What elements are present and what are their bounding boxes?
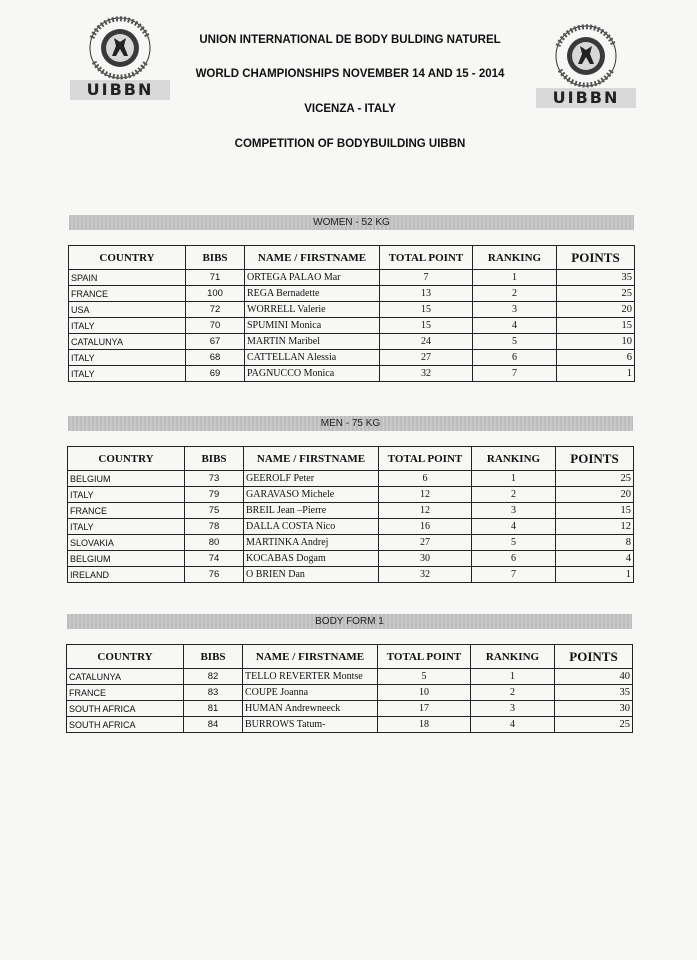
- country-cell: FRANCE: [69, 286, 186, 302]
- col-header-bibs: BIBS: [184, 645, 243, 669]
- table-row: [68, 535, 634, 551]
- table-row: [69, 302, 635, 318]
- table-row: [68, 471, 634, 487]
- ranking-cell: 2: [472, 487, 556, 503]
- points-cell: 25: [557, 286, 635, 302]
- col-header-ranking: RANKING: [472, 447, 556, 471]
- table-row: [68, 567, 634, 583]
- total-point-cell: 5: [378, 669, 471, 685]
- points-cell: 35: [557, 270, 635, 286]
- name-cell: TELLO REVERTER Montse: [243, 669, 378, 685]
- col-header-country: COUNTRY: [67, 645, 184, 669]
- country-cell: ITALY: [68, 487, 185, 503]
- col-header-points: POINTS: [555, 645, 633, 669]
- competition-title: COMPETITION OF BODYBUILDING UIBBN: [234, 138, 466, 150]
- country-cell: CATALUNYA: [69, 334, 186, 350]
- name-cell: WORRELL Valerie: [245, 302, 380, 318]
- table-row: [67, 669, 633, 685]
- points-cell: 1: [557, 366, 635, 382]
- points-cell: 20: [557, 302, 635, 318]
- col-header-country: COUNTRY: [69, 246, 186, 270]
- name-cell: SPUMINI Monica: [245, 318, 380, 334]
- points-cell: 15: [556, 503, 634, 519]
- total-point-cell: 12: [379, 503, 472, 519]
- bib-cell: 76: [185, 567, 244, 583]
- total-point-cell: 18: [378, 717, 471, 733]
- table-row: [69, 350, 635, 366]
- table-row: [67, 701, 633, 717]
- total-point-cell: 6: [379, 471, 472, 487]
- name-cell: HUMAN Andrewneeck: [243, 701, 378, 717]
- bib-cell: 72: [186, 302, 245, 318]
- table-row: [68, 551, 634, 567]
- points-cell: 12: [556, 519, 634, 535]
- uibbn-logo-left: [70, 14, 170, 104]
- col-header-total: TOTAL POINT: [380, 246, 473, 270]
- points-cell: 20: [556, 487, 634, 503]
- ranking-cell: 7: [473, 366, 557, 382]
- total-point-cell: 27: [379, 535, 472, 551]
- total-point-cell: 12: [379, 487, 472, 503]
- table-row: [68, 503, 634, 519]
- section-band-women-52kg: WOMEN - 52 KG: [69, 215, 634, 230]
- points-cell: 4: [556, 551, 634, 567]
- country-cell: ITALY: [68, 519, 185, 535]
- ranking-cell: 7: [472, 567, 556, 583]
- name-cell: MARTIN Maribel: [245, 334, 380, 350]
- table-row: [69, 286, 635, 302]
- bib-cell: 78: [185, 519, 244, 535]
- name-cell: KOCABAS Dogam: [244, 551, 379, 567]
- points-cell: 30: [555, 701, 633, 717]
- country-cell: CATALUNYA: [67, 669, 184, 685]
- points-cell: 35: [555, 685, 633, 701]
- bib-cell: 81: [184, 701, 243, 717]
- name-cell: CATTELLAN Alessia: [245, 350, 380, 366]
- bib-cell: 79: [185, 487, 244, 503]
- bib-cell: 83: [184, 685, 243, 701]
- table-row: [69, 334, 635, 350]
- ranking-cell: 5: [472, 535, 556, 551]
- organization-title: UNION INTERNATIONAL DE BODY BULDING NATUREL: [199, 34, 501, 46]
- col-header-name: NAME / FIRSTNAME: [245, 246, 380, 270]
- total-point-cell: 32: [380, 366, 473, 382]
- total-point-cell: 13: [380, 286, 473, 302]
- uibbn-emblem: [536, 22, 636, 88]
- logo-wordmark: UIBBN: [536, 88, 636, 108]
- bib-cell: 69: [186, 366, 245, 382]
- name-cell: BREIL Jean –Pierre: [244, 503, 379, 519]
- total-point-cell: 32: [379, 567, 472, 583]
- col-header-ranking: RANKING: [471, 645, 555, 669]
- bib-cell: 82: [184, 669, 243, 685]
- results-table-men-75kg: [67, 446, 634, 583]
- table-row: [69, 270, 635, 286]
- col-header-total: TOTAL POINT: [379, 447, 472, 471]
- table-row: [68, 519, 634, 535]
- bib-cell: 67: [186, 334, 245, 350]
- results-table-body-form-1: [66, 644, 633, 733]
- table-row: [69, 318, 635, 334]
- country-cell: FRANCE: [67, 685, 184, 701]
- ranking-cell: 3: [472, 503, 556, 519]
- country-cell: USA: [69, 302, 186, 318]
- col-header-total: TOTAL POINT: [378, 645, 471, 669]
- total-point-cell: 17: [378, 701, 471, 717]
- bib-cell: 68: [186, 350, 245, 366]
- country-cell: ITALY: [69, 350, 186, 366]
- total-point-cell: 15: [380, 302, 473, 318]
- col-header-name: NAME / FIRSTNAME: [244, 447, 379, 471]
- section-band-men-75kg: MEN - 75 KG: [68, 416, 633, 431]
- points-cell: 25: [555, 717, 633, 733]
- ranking-cell: 6: [473, 350, 557, 366]
- ranking-cell: 3: [473, 302, 557, 318]
- event-title: WORLD CHAMPIONSHIPS NOVEMBER 14 AND 15 - 2014: [195, 68, 505, 80]
- name-cell: GARAVASO Michele: [244, 487, 379, 503]
- country-cell: ITALY: [69, 318, 186, 334]
- country-cell: IRELAND: [68, 567, 185, 583]
- col-header-bibs: BIBS: [186, 246, 245, 270]
- bib-cell: 70: [186, 318, 245, 334]
- ranking-cell: 4: [473, 318, 557, 334]
- points-cell: 10: [557, 334, 635, 350]
- ranking-cell: 1: [471, 669, 555, 685]
- col-header-name: NAME / FIRSTNAME: [243, 645, 378, 669]
- name-cell: ORTEGA PALAO Mar: [245, 270, 380, 286]
- col-header-country: COUNTRY: [68, 447, 185, 471]
- bib-cell: 71: [186, 270, 245, 286]
- bib-cell: 84: [184, 717, 243, 733]
- name-cell: COUPE Joanna: [243, 685, 378, 701]
- country-cell: SLOVAKIA: [68, 535, 185, 551]
- name-cell: GEEROLF Peter: [244, 471, 379, 487]
- logo-wordmark: UIBBN: [70, 80, 170, 100]
- name-cell: REGA Bernadette: [245, 286, 380, 302]
- bib-cell: 74: [185, 551, 244, 567]
- country-cell: BELGIUM: [68, 551, 185, 567]
- country-cell: SOUTH AFRICA: [67, 701, 184, 717]
- event-location: VICENZA - ITALY: [304, 103, 396, 115]
- ranking-cell: 4: [472, 519, 556, 535]
- table-row: [69, 366, 635, 382]
- country-cell: BELGIUM: [68, 471, 185, 487]
- name-cell: MARTINKA Andrej: [244, 535, 379, 551]
- name-cell: BURROWS Tatum-: [243, 717, 378, 733]
- total-point-cell: 10: [378, 685, 471, 701]
- country-cell: SPAIN: [69, 270, 186, 286]
- table-row: [67, 717, 633, 733]
- ranking-cell: 2: [471, 685, 555, 701]
- name-cell: PAGNUCCO Monica: [245, 366, 380, 382]
- points-cell: 25: [556, 471, 634, 487]
- results-table-women-52kg: [68, 245, 635, 382]
- col-header-bibs: BIBS: [185, 447, 244, 471]
- ranking-cell: 5: [473, 334, 557, 350]
- total-point-cell: 27: [380, 350, 473, 366]
- bib-cell: 75: [185, 503, 244, 519]
- country-cell: ITALY: [69, 366, 186, 382]
- ranking-cell: 2: [473, 286, 557, 302]
- col-header-points: POINTS: [557, 246, 635, 270]
- points-cell: 6: [557, 350, 635, 366]
- points-cell: 40: [555, 669, 633, 685]
- ranking-cell: 3: [471, 701, 555, 717]
- points-cell: 1: [556, 567, 634, 583]
- bib-cell: 80: [185, 535, 244, 551]
- col-header-ranking: RANKING: [473, 246, 557, 270]
- total-point-cell: 15: [380, 318, 473, 334]
- ranking-cell: 6: [472, 551, 556, 567]
- name-cell: O BRIEN Dan: [244, 567, 379, 583]
- bib-cell: 100: [186, 286, 245, 302]
- total-point-cell: 30: [379, 551, 472, 567]
- table-row: [68, 487, 634, 503]
- points-cell: 8: [556, 535, 634, 551]
- col-header-points: POINTS: [556, 447, 634, 471]
- ranking-cell: 4: [471, 717, 555, 733]
- ranking-cell: 1: [473, 270, 557, 286]
- section-band-body-form-1: BODY FORM 1: [67, 614, 632, 629]
- country-cell: FRANCE: [68, 503, 185, 519]
- table-row: [67, 685, 633, 701]
- total-point-cell: 24: [380, 334, 473, 350]
- total-point-cell: 16: [379, 519, 472, 535]
- points-cell: 15: [557, 318, 635, 334]
- country-cell: SOUTH AFRICA: [67, 717, 184, 733]
- bib-cell: 73: [185, 471, 244, 487]
- ranking-cell: 1: [472, 471, 556, 487]
- uibbn-logo-right: [536, 22, 636, 112]
- total-point-cell: 7: [380, 270, 473, 286]
- name-cell: DALLA COSTA Nico: [244, 519, 379, 535]
